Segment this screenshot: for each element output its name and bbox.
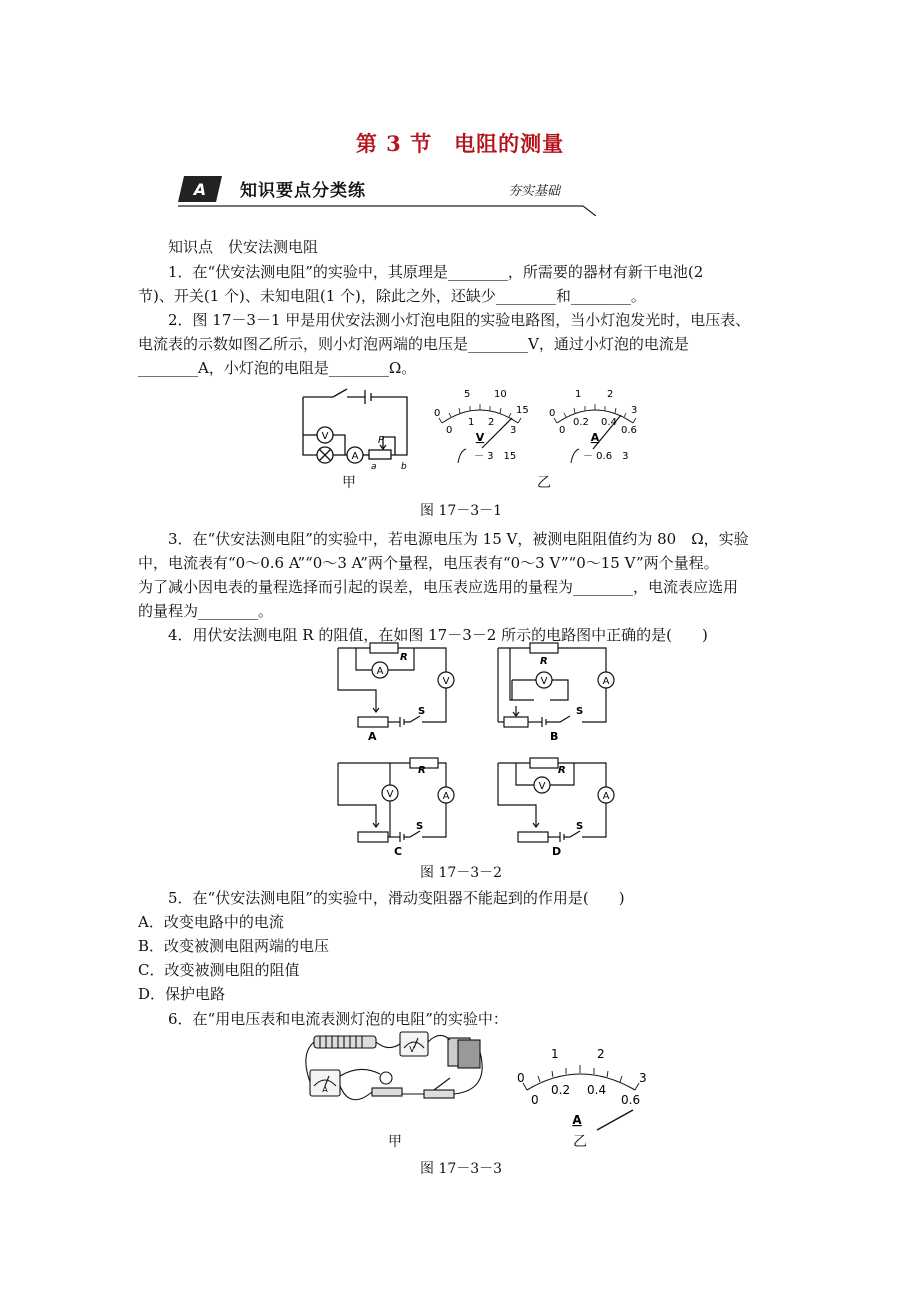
- svg-text:A: A: [602, 676, 610, 687]
- svg-text:A: A: [193, 180, 207, 199]
- section-heading: 知识点 伏安法测电阻: [168, 238, 319, 256]
- circuit-b: [498, 643, 614, 727]
- svg-text:V: V: [540, 676, 548, 687]
- svg-text:0.2: 0.2: [573, 417, 589, 428]
- q3-line-3: 为了减小因电表的量程选择而引起的误差，电压表应选用的量程为________，电流表应选用: [138, 578, 739, 596]
- svg-text:A: A: [322, 1085, 328, 1094]
- banner-rule: [178, 204, 596, 216]
- svg-text:0.4: 0.4: [601, 417, 617, 428]
- svg-text:0.4: 0.4: [587, 1083, 607, 1097]
- svg-text:A: A: [602, 791, 610, 802]
- svg-text:R: R: [400, 652, 408, 663]
- svg-text:D: D: [552, 845, 562, 858]
- svg-text:3: 3: [510, 425, 517, 436]
- svg-text:1: 1: [468, 417, 475, 428]
- q4-text: 4．用伏安法测电阻 R 的阻值，在如图 17－3－2 所示的电路图中正确的是( ): [168, 626, 708, 644]
- fig3-ammeter-dial: [505, 1038, 655, 1133]
- svg-text:V: V: [538, 781, 546, 792]
- svg-text:V: V: [442, 676, 450, 687]
- svg-text:R: R: [540, 656, 548, 667]
- fig3-left-label: 甲: [388, 1134, 402, 1150]
- svg-text:C: C: [394, 845, 403, 858]
- svg-text:5: 5: [464, 389, 471, 400]
- svg-text:0: 0: [549, 408, 556, 419]
- svg-text:1: 1: [551, 1047, 559, 1061]
- svg-text:P: P: [378, 435, 385, 446]
- svg-text:V: V: [475, 431, 485, 444]
- svg-text:0.6: 0.6: [621, 1093, 641, 1107]
- svg-text:a: a: [371, 462, 377, 470]
- page-title: 第 3 节 电阻的测量: [355, 131, 565, 156]
- fig3-apparatus-illustration: [300, 1030, 490, 1130]
- badge-icon: [178, 176, 222, 202]
- fig2-caption: 图 17－3－2: [420, 865, 503, 881]
- svg-text:A: A: [368, 730, 377, 743]
- q5-option-b: B．改变被测电阻两端的电压: [138, 937, 330, 955]
- svg-text:3: 3: [631, 405, 638, 416]
- q2-line-1: 2．图 17－3－1 甲是用伏安法测小灯泡电阻的实验电路图，当小灯泡发光时，电压表、: [168, 311, 751, 329]
- fig3-right-label: 乙: [573, 1134, 587, 1150]
- svg-text:V: V: [321, 431, 329, 442]
- q2-line-2: 电流表的示数如图乙所示，则小灯泡两端的电压是________V，通过小灯泡的电流是: [138, 335, 689, 353]
- fig2-circuit-diagrams: [330, 640, 630, 862]
- fig1-ammeter-dial: [545, 383, 645, 465]
- svg-text:A: A: [351, 451, 359, 462]
- svg-text:S: S: [418, 706, 426, 717]
- fig1-circuit-diagram: [295, 385, 420, 470]
- svg-text:A: A: [376, 666, 384, 677]
- svg-text:A: A: [590, 431, 600, 444]
- q2-line-3: ________A，小灯泡的电阻是________Ω。: [138, 359, 417, 377]
- svg-text:0.2: 0.2: [551, 1083, 571, 1097]
- svg-text:b: b: [401, 462, 407, 470]
- svg-text:0: 0: [531, 1093, 539, 1107]
- svg-text:V: V: [386, 789, 394, 800]
- svg-text:A: A: [442, 791, 450, 802]
- svg-text:2: 2: [488, 417, 495, 428]
- svg-text:0.6: 0.6: [621, 425, 637, 436]
- svg-text:S: S: [576, 821, 584, 832]
- q6-text: 6．在“用电压表和电流表测灯泡的电阻”的实验中：: [168, 1010, 508, 1028]
- svg-text:R: R: [558, 765, 566, 776]
- svg-text:0: 0: [446, 425, 453, 436]
- banner-tag: 夯实基础: [508, 184, 561, 199]
- svg-text:S: S: [576, 706, 584, 717]
- q3-line-4: 的量程为________。: [138, 602, 274, 620]
- svg-text:2: 2: [597, 1047, 605, 1061]
- fig3-caption: 图 17－3－3: [420, 1161, 503, 1177]
- banner-label: 知识要点分类练: [240, 181, 366, 201]
- svg-text:V: V: [409, 1045, 415, 1054]
- q5-option-d: D．保护电路: [138, 985, 226, 1003]
- circuit-c: [338, 758, 454, 842]
- q3-line-1: 3．在“伏安法测电阻”的实验中，若电源电压为 15 V，被测电阻阻值约为 80 Ω，实验: [168, 530, 749, 548]
- fig1-voltmeter-dial: [430, 383, 530, 465]
- svg-text:1: 1: [575, 389, 582, 400]
- svg-text:0: 0: [517, 1071, 525, 1085]
- q5-text: 5．在“伏安法测电阻”的实验中，滑动变阻器不能起到的作用是( ): [168, 889, 625, 907]
- q1-line-2: 节)、开关(1 个)、未知电阻(1 个)，除此之外，还缺少________和________。: [138, 287, 646, 305]
- q1-line-1: 1．在“伏安法测电阻”的实验中，其原理是________，所需要的器材有新干电池(2: [168, 263, 704, 281]
- svg-text:0: 0: [434, 408, 441, 419]
- svg-text:－ 3 15: － 3 15: [474, 451, 517, 462]
- svg-text:2: 2: [607, 389, 614, 400]
- svg-text:3: 3: [639, 1071, 647, 1085]
- svg-text:A: A: [572, 1113, 582, 1127]
- q3-line-2: 中，电流表有“0～0.6 A”“0～3 A”两个量程，电压表有“0～3 V”“0～15 V”两个量程。: [138, 554, 719, 572]
- svg-text:－ 0.6 3: － 0.6 3: [583, 451, 629, 462]
- fig1-caption: 图 17－3－1: [420, 503, 503, 519]
- svg-text:R: R: [418, 765, 426, 776]
- circuit-a: [338, 643, 454, 727]
- fig1-left-label: 甲: [342, 475, 356, 491]
- svg-text:S: S: [416, 821, 424, 832]
- circuit-d: [498, 758, 614, 842]
- svg-text:10: 10: [494, 389, 507, 400]
- section-banner: [178, 170, 598, 218]
- svg-text:0: 0: [559, 425, 566, 436]
- q5-option-c: C．改变被测电阻的阻值: [138, 961, 300, 979]
- svg-text:B: B: [550, 730, 559, 743]
- svg-text:15: 15: [516, 405, 529, 416]
- fig1-right-label: 乙: [537, 475, 551, 491]
- q5-option-a: A．改变电路中的电流: [138, 913, 284, 931]
